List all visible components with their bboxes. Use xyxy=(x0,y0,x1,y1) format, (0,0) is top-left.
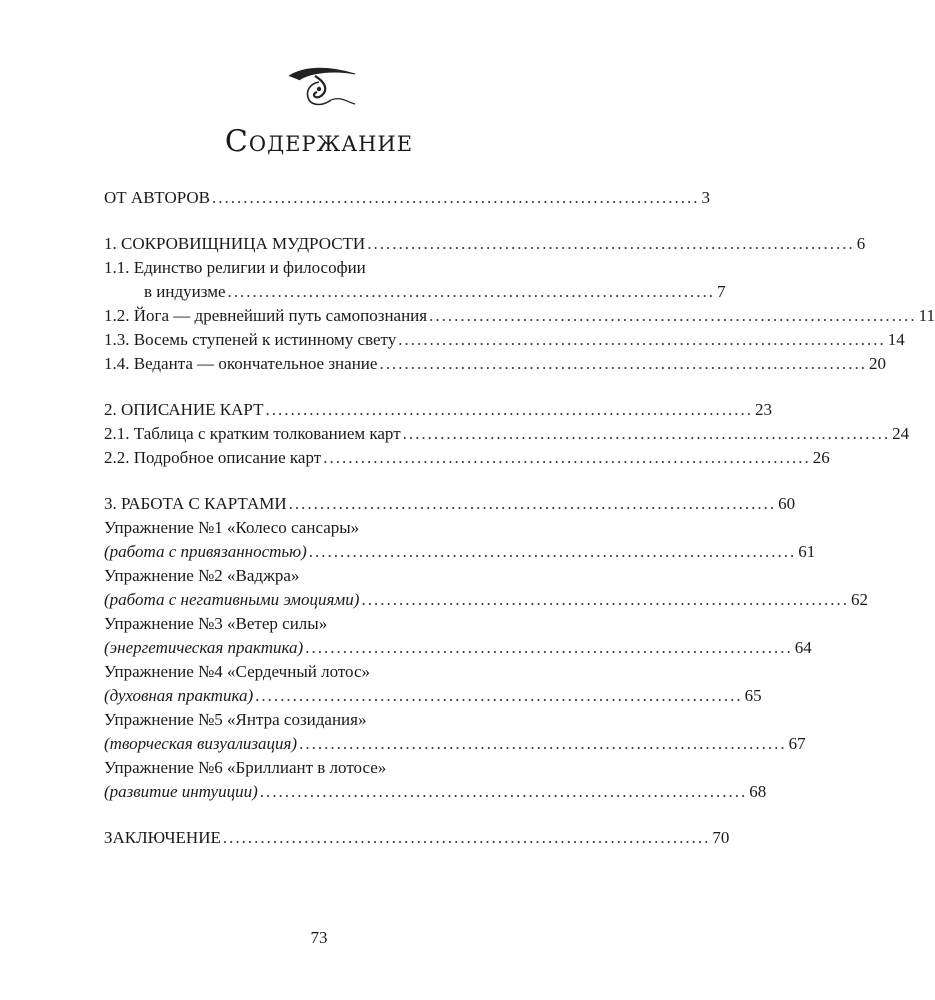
toc-entry-page: 67 xyxy=(788,734,806,753)
toc-entry-label: 1.1. Единство религии и философии xyxy=(104,258,366,277)
toc-row[interactable] xyxy=(104,684,762,708)
toc-entry-page: 14 xyxy=(887,330,905,349)
toc-row[interactable] xyxy=(104,612,540,636)
toc-row[interactable] xyxy=(104,826,730,850)
page-title: Содержание xyxy=(224,124,414,159)
toc-entry-label: (творческая визуализация) xyxy=(104,734,298,753)
toc-row[interactable] xyxy=(104,398,772,422)
toc-row[interactable] xyxy=(104,492,796,516)
toc-entry-label: 1.3. Восемь ступеней к истинному свету xyxy=(104,330,397,349)
toc-entry-label: ОТ АВТОРОВ xyxy=(104,188,211,207)
toc-entry-label: Упражнение №1 «Колесо сансары» xyxy=(104,518,360,537)
toc-entry-label: (энергетическая практика) xyxy=(104,638,304,657)
toc-row[interactable] xyxy=(104,540,816,564)
toc-entry-label: 1.4. Веданта — окончательное знание xyxy=(104,354,378,373)
table-of-contents xyxy=(104,186,935,850)
toc-entry-page: 65 xyxy=(744,686,762,705)
toc-entry-label: (развитие интуиции) xyxy=(104,782,258,801)
toc-entry-label: 2.1. Таблица с кратким толкованием карт xyxy=(104,424,401,443)
toc-entry-label: (работа с привязанностью) xyxy=(104,542,307,561)
toc-entry-page: 60 xyxy=(778,494,796,513)
decorative-flourish-icon xyxy=(285,62,359,108)
toc-entry-page: 20 xyxy=(868,354,886,373)
dot-leader: .............................................................................. xyxy=(259,782,748,801)
toc-row[interactable] xyxy=(104,732,806,756)
toc-row[interactable] xyxy=(104,256,540,280)
toc-entry-label: Упражнение №3 «Ветер силы» xyxy=(104,614,328,633)
toc-entry-page: 6 xyxy=(856,234,866,253)
toc-entry-page: 26 xyxy=(812,448,830,467)
dot-leader: .............................................................................. xyxy=(255,686,743,705)
toc-entry-page: 61 xyxy=(798,542,816,561)
toc-row[interactable] xyxy=(104,446,830,470)
toc-entry-page: 24 xyxy=(892,424,910,443)
toc-entry-page: 7 xyxy=(717,282,726,301)
toc-entry-label: 3. РАБОТА С КАРТАМИ xyxy=(104,494,287,513)
dot-leader: .............................................................................. xyxy=(323,448,811,467)
dot-leader: .............................................................................. xyxy=(299,734,787,753)
toc-row[interactable] xyxy=(104,422,910,446)
toc-row[interactable] xyxy=(104,708,540,732)
toc-row[interactable] xyxy=(104,756,540,780)
toc-row[interactable] xyxy=(104,588,868,612)
toc-entry-label: 1. СОКРОВИЩНИЦА МУДРОСТИ xyxy=(104,234,366,253)
toc-row[interactable] xyxy=(104,352,886,376)
dot-leader: .............................................................................. xyxy=(227,282,715,301)
dot-leader: .............................................................................. xyxy=(212,188,700,207)
toc-entry-label: ЗАКЛЮЧЕНИЕ xyxy=(104,828,221,847)
dot-leader: .............................................................................. xyxy=(308,542,797,561)
dot-leader: .............................................................................. xyxy=(305,638,793,657)
toc-row[interactable] xyxy=(104,780,767,804)
dot-leader: .............................................................................. xyxy=(429,306,917,325)
toc-row[interactable] xyxy=(104,280,726,304)
toc-entry-label: в индуизме xyxy=(144,282,226,301)
page-number: 73 xyxy=(310,928,328,947)
toc-row[interactable] xyxy=(104,660,540,684)
toc-row[interactable] xyxy=(104,636,812,660)
toc-entry-page: 62 xyxy=(850,590,868,609)
toc-entry-page: 68 xyxy=(749,782,767,801)
dot-leader: .............................................................................. xyxy=(398,330,886,349)
toc-entry-label: (духовная практика) xyxy=(104,686,254,705)
toc-entry-label: Упражнение №5 «Янтра созидания» xyxy=(104,710,367,729)
toc-entry-label: Упражнение №2 «Ваджра» xyxy=(104,566,300,585)
toc-row[interactable] xyxy=(104,328,905,352)
toc-entry-label: 2. ОПИСАНИЕ КАРТ xyxy=(104,400,264,419)
toc-row[interactable] xyxy=(104,232,866,256)
toc-entry-page: 3 xyxy=(701,188,711,207)
toc-row[interactable] xyxy=(104,516,540,540)
toc-entry-page: 23 xyxy=(754,400,772,419)
toc-row[interactable] xyxy=(104,564,540,588)
toc-entry-label: 1.2. Йога — древнейший путь самопознания xyxy=(104,306,428,325)
dot-leader: .............................................................................. xyxy=(288,494,777,513)
dot-leader: .............................................................................. xyxy=(379,354,867,373)
toc-entry-page: 11 xyxy=(918,306,935,325)
toc-row[interactable] xyxy=(104,186,711,210)
toc-entry-page: 70 xyxy=(712,828,730,847)
toc-entry-page: 64 xyxy=(794,638,812,657)
toc-entry-label: 2.2. Подробное описание карт xyxy=(104,448,322,467)
dot-leader: .............................................................................. xyxy=(265,400,753,419)
dot-leader: .............................................................................. xyxy=(402,424,891,443)
toc-entry-label: Упражнение №6 «Бриллиант в лотосе» xyxy=(104,758,387,777)
toc-row[interactable] xyxy=(104,304,935,328)
dot-leader: .............................................................................. xyxy=(222,828,711,847)
toc-entry-label: Упражнение №4 «Сердечный лотос» xyxy=(104,662,371,681)
toc-entry-label: (работа с негативными эмоциями) xyxy=(104,590,360,609)
dot-leader: .............................................................................. xyxy=(367,234,855,253)
dot-leader: .............................................................................. xyxy=(361,590,849,609)
